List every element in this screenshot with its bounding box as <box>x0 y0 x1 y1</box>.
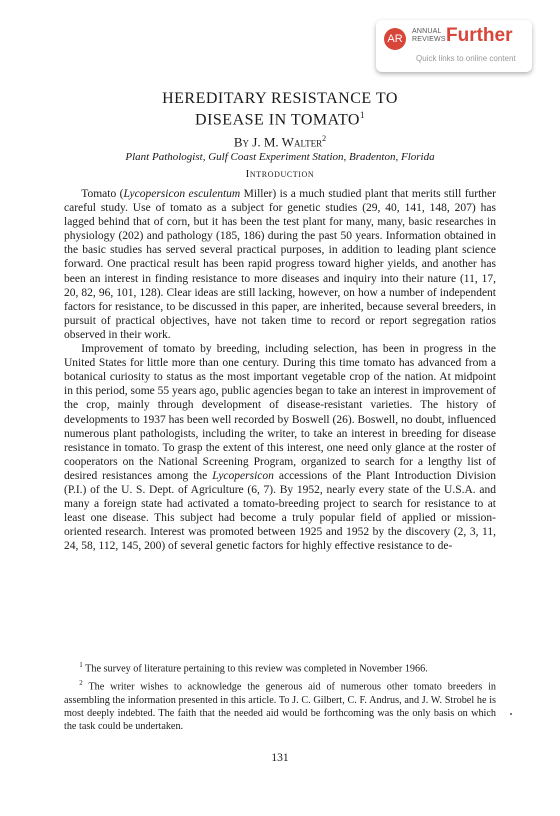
title-line-1: HEREDITARY RESISTANCE TO <box>162 90 398 107</box>
publisher-name <box>412 28 446 44</box>
author-line <box>0 134 560 150</box>
footnotes <box>64 659 496 735</box>
further-label: Further <box>446 25 513 46</box>
footnote-2 <box>64 677 496 732</box>
footnote-1 <box>64 659 496 675</box>
author-name: By J. M. Walter <box>233 134 323 150</box>
paragraph-2-part-b: accessions of the Plant Introduction Division (P.I.) of the U. S. Dept. of Agriculture (6, 7). By 1952, nearly every state of the U.S.A. and many a foreign state had activated a tomato-breeding project to search for resistance to at least one disease. This subject had become a truly popular field of applied or mission-oriented research. Interest was promoted between 1925 and 1952 by the discovery (2, 3, 11, 24, 58, 112, 145, 200) of several genetic factors for highly effective resistance to de- <box>64 469 496 553</box>
quick-links-text: Quick links to online content <box>416 54 516 63</box>
publisher-line2: REVIEWS <box>412 36 446 43</box>
paragraph-2-part-a: Improvement of tomato by breeding, including selection, has been in progress in the United States for little more than one century. During this time tomato has advanced from a botanical curiosity to status as the most important vegetable crop of the nation. At midpoint in this period, some 55 years ago, public agencies began to take an interest in improvement of the crop, mainly through development of disease-resistant varieties. The history of developments to 1937 has been well recorded by Boswell (26). Boswell, no doubt, influenced numerous plant pathologists, including the writer, to take an interest in breeding for disease resistance in tomato. To grasp the extent of this interest, one need only glance at the roster of cooperators on the National Screening Program, organized to search for a lengthy list of desired resistances among the <box>64 343 496 482</box>
further-badge[interactable] <box>376 20 532 72</box>
author-footnote-mark[interactable]: 2 <box>322 134 327 143</box>
section-heading-text: Introduction <box>245 168 315 180</box>
annual-reviews-logo-icon: AR <box>384 28 406 50</box>
paragraph-1 <box>64 187 496 342</box>
title-footnote-mark[interactable]: 1 <box>359 110 365 120</box>
article-body <box>64 187 496 553</box>
paragraph-1-part-b: Miller) is a much studied plant that merits still further careful study. Use of tomato as a subject for genetic studies (29, 40, 141, 148, 207) has lagged behind that of corn, but it has been the test plant for many, many, basic researches in physiology (202) and pathology (185, 186) during the past 50 years. Information obtained in the basic studies has served several practical purposes, in addition to leading plant science forward. One practical result has been rapid progress toward higher yields, and another has been an interest in finding resistance to more diseases and inquiry into their nature (11, 17, 20, 82, 96, 101, 128). Clear ideas are still lacking, however, on how a number of independent factors for resistance, to be discussed in this paper, are inherited, because several breeders, in pursuit of practical objectives, have not taken time to record or report segregation ratios observed in their work. <box>64 188 496 341</box>
title-line-2-text: DISEASE IN TOMATO <box>195 111 360 129</box>
paragraph-2 <box>64 342 496 553</box>
footnote-2-number: 2 <box>79 679 83 688</box>
footnote-1-number: 1 <box>79 661 83 669</box>
publisher-line1: ANNUAL <box>412 28 442 35</box>
paragraph-1-part-a: Tomato ( <box>81 188 124 200</box>
margin-speck <box>510 713 512 715</box>
page-number: 131 <box>271 752 289 764</box>
author-affiliation: Plant Pathologist, Gulf Coast Experiment Station, Bradenton, Florida <box>125 151 435 163</box>
species-name: Lycopersicon esculentum <box>123 188 241 200</box>
footnote-2-text: The writer wishes to acknowledge the generous aid of numerous other tomato breeders in assembling the information presented in this article. To J. C. Gilbert, C. F. Andrus, and J. W. Strobel he is most deeply indebted. The faith that the needed aid would be forthcoming was the only basis on which the task could be undertaken. <box>64 681 496 732</box>
genus-name: Lycopersicon <box>212 469 274 482</box>
footnote-1-text: The survey of literature pertaining to this review was completed in November 1966. <box>82 663 428 675</box>
section-heading <box>0 168 560 180</box>
title-line-2 <box>0 110 560 129</box>
